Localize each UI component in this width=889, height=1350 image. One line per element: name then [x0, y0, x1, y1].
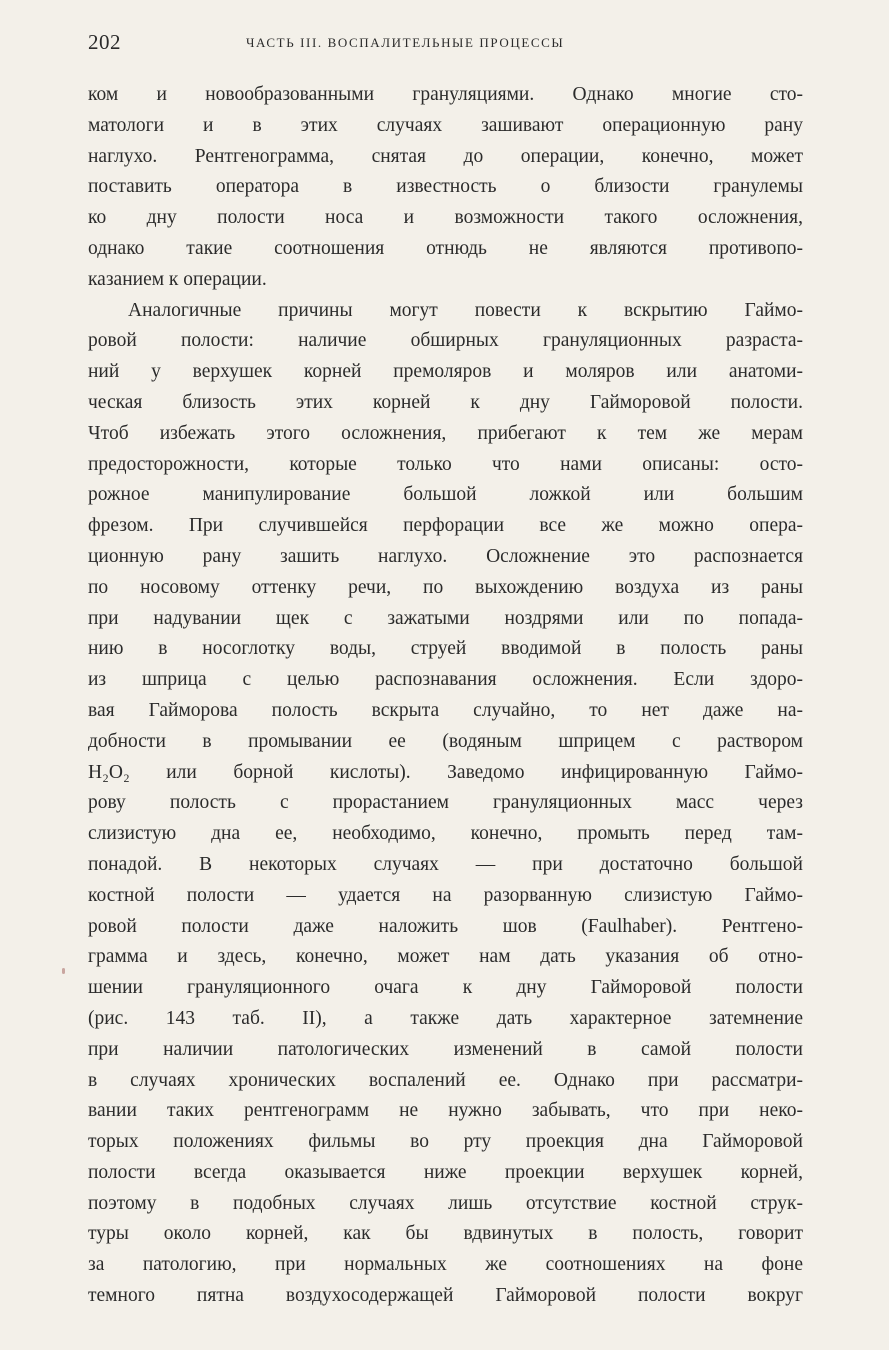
paper-stain	[62, 968, 65, 974]
text-line: вая Гайморова полость вскрыта случайно, то нет даже на-	[88, 699, 803, 721]
text-line: поэтому в подобных случаях лишь отсутствие костной струк-	[88, 1192, 803, 1214]
text-line: ний у верхушек корней премоляров и моляров или анатоми-	[88, 361, 803, 383]
text-line: (рис. 143 таб. II), а также дать характерное затемнение	[88, 1007, 803, 1029]
text-line: из шприца с целью распознавания осложнения. Если здоро-	[88, 669, 803, 691]
text-line: понадой. В некоторых случаях — при достаточно большой	[88, 853, 803, 875]
body-text	[88, 80, 803, 1312]
page-header	[88, 28, 803, 58]
running-head: ЧАСТЬ III. ВОСПАЛИТЕЛЬНЫЕ ПРОЦЕССЫ	[246, 35, 565, 50]
text-line: ко дну полости носа и возможности такого осложнения,	[88, 207, 803, 229]
text-line: наглухо. Рентгенограмма, снятая до операции, конечно, может	[88, 145, 803, 167]
text-line: казанием к операции.	[88, 268, 267, 290]
text-line: вании таких рентгенограмм не нужно забывать, что при неко-	[88, 1100, 803, 1122]
page-number: 202	[88, 30, 121, 54]
text-line: туры около корней, как бы вдвинутых в полость, говорит	[88, 1223, 803, 1245]
text-line: поставить оператора в известность о близости гранулемы	[88, 176, 803, 198]
text-line: грамма и здесь, конечно, может нам дать указания об отно-	[88, 946, 803, 968]
text-line: ческая близость этих корней к дну Гайморовой полости.	[88, 391, 803, 413]
text-line: Чтоб избежать этого осложнения, прибегают к тем же мерам	[88, 422, 803, 444]
text-line: при наличии патологических изменений в самой полости	[88, 1038, 803, 1060]
text-line: нию в носоглотку воды, струей вводимой в полость раны	[88, 638, 803, 660]
text-line: ком и новообразованными грануляциями. Однако многие сто-	[88, 84, 803, 105]
text-line: матологи и в этих случаях зашивают операционную рану	[88, 114, 803, 136]
paragraph-2	[88, 296, 803, 1312]
text-line: Аналогичные причины могут повести к вскрытию Гаймо-	[128, 299, 803, 321]
text-line: в случаях хронических воспалений ее. Однако при рассматри-	[88, 1069, 803, 1091]
text-line: ровой полости даже наложить шов (Faulhaber). Рентгено-	[88, 915, 803, 937]
text-line: при надувании щек с зажатыми ноздрями или по попада-	[88, 607, 803, 629]
text-line: костной полости — удается на разорванную слизистую Гаймо-	[88, 884, 803, 906]
text-line: полости всегда оказывается ниже проекции верхушек корней,	[88, 1161, 803, 1183]
text-line: рожное манипулирование большой ложкой или большим	[88, 484, 803, 506]
text-line: торых положениях фильмы во рту проекция дна Гайморовой	[88, 1131, 803, 1153]
text-line: однако такие соотношения отнюдь не являются противопо-	[88, 237, 803, 259]
text-line: добности в промывании ее (водяным шприцем с раствором	[88, 730, 803, 752]
text-line: рову полость с прорастанием грануляционных масс через	[88, 792, 803, 814]
text-line: H₂O₂ или борной кислоты). Заведомо инфицированную Гаймо-	[88, 761, 803, 783]
text-line: по носовому оттенку речи, по выхождению воздуха из раны	[88, 576, 803, 598]
paragraph-1	[88, 80, 803, 296]
text-line: шении грануляционного очага к дну Гайморовой полости	[88, 977, 803, 999]
text-line: фрезом. При случившейся перфорации все же можно опера-	[88, 515, 803, 537]
text-line: ровой полости: наличие обширных грануляционных разраста-	[88, 330, 803, 352]
text-line: за патологию, при нормальных же соотношениях на фоне	[88, 1254, 803, 1276]
text-line: слизистую дна ее, необходимо, конечно, промыть перед там-	[88, 823, 803, 845]
text-line: темного пятна воздухосодержащей Гайморовой полости вокруг	[88, 1285, 803, 1307]
text-line: предосторожности, которые только что нами описаны: осто-	[88, 453, 803, 475]
text-line: ционную рану зашить наглухо. Осложнение это распознается	[88, 545, 803, 567]
